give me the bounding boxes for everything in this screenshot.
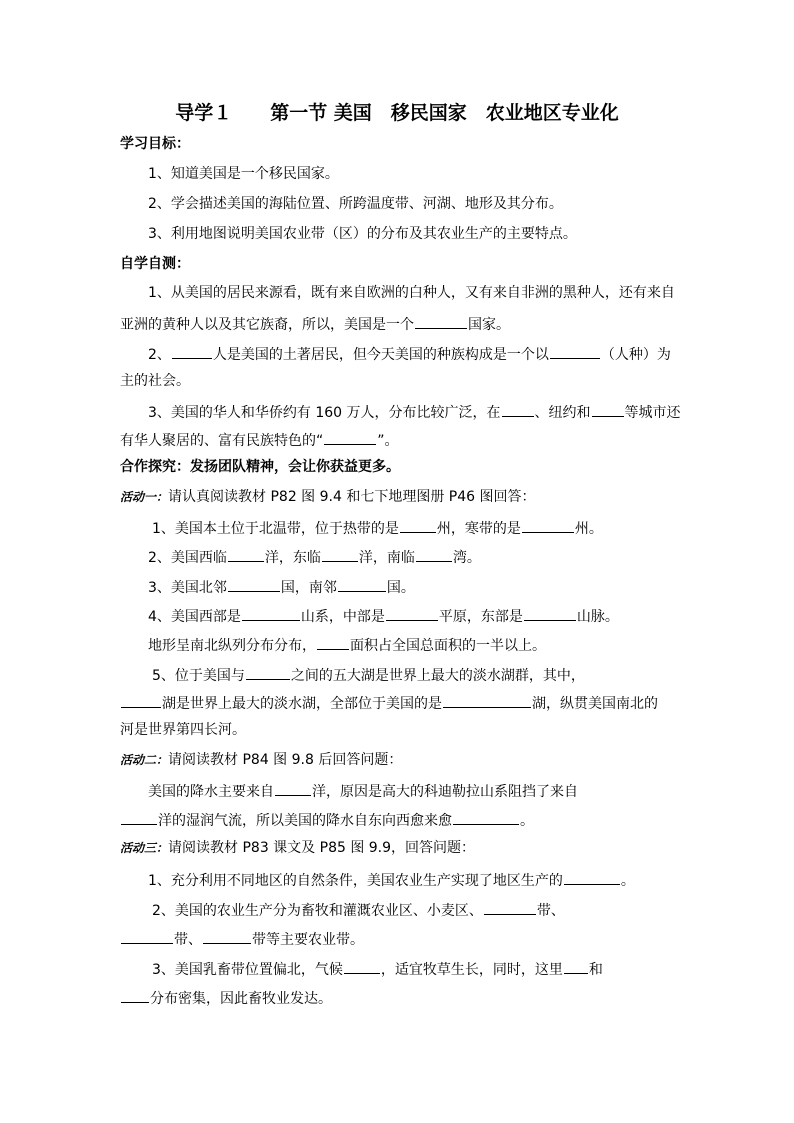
answer-blank[interactable] xyxy=(203,927,251,944)
answer-blank[interactable] xyxy=(228,545,264,562)
activity-2-label: 活动二： xyxy=(120,753,169,767)
text-fragment: 2、美国的农业生产分为畜牧和灌溉农业区、小麦区、 xyxy=(152,903,483,919)
activity-1-q5-line3: 河是世界第四长河。 xyxy=(120,722,246,738)
text-fragment: 。 xyxy=(620,873,635,889)
text-fragment: 等城市还 xyxy=(624,405,681,421)
answer-blank[interactable] xyxy=(172,342,212,359)
text-fragment: （人种）为 xyxy=(600,347,671,363)
answer-blank[interactable] xyxy=(416,545,452,562)
text-fragment: 2、 xyxy=(148,347,171,363)
text-fragment: 美国的降水主要来自 xyxy=(148,784,274,800)
answer-blank[interactable] xyxy=(275,779,311,796)
activity-3-q1 xyxy=(0,868,794,891)
activity-1-q5-line2 xyxy=(0,691,794,714)
text-fragment: 湖，纵贯美国南北的 xyxy=(532,696,658,712)
text-fragment: 山系，中部是 xyxy=(300,609,385,625)
activity-1-label: 活动一： xyxy=(120,490,169,504)
text-fragment: 之间的五大湖是世界上最大的淡水湖群，其中， xyxy=(290,668,585,684)
activity-2-line2 xyxy=(0,808,794,831)
text-fragment: 带、 xyxy=(174,932,202,948)
activity-2-line1 xyxy=(0,779,794,802)
answer-blank[interactable] xyxy=(400,516,436,533)
answer-blank[interactable] xyxy=(228,575,280,592)
answer-blank[interactable] xyxy=(242,604,300,621)
text-fragment: 湾。 xyxy=(452,550,481,566)
text-fragment: 洋，原因是高大的科迪勒拉山系阻挡了来自 xyxy=(312,784,578,800)
text-fragment: 面积占全国总面积的一半以上。 xyxy=(350,638,546,654)
text-fragment: 带、 xyxy=(536,903,565,919)
text-fragment: 3、美国乳畜带位置偏北，气候 xyxy=(152,962,343,978)
answer-blank[interactable] xyxy=(502,400,534,417)
text-fragment: 5、位于美国与 xyxy=(152,668,245,684)
text-fragment: 州，寒带的是 xyxy=(436,521,521,537)
answer-blank[interactable] xyxy=(484,898,536,915)
text-fragment: 山脉。 xyxy=(576,609,619,625)
answer-blank[interactable] xyxy=(121,986,149,1003)
text-fragment: 2、美国西临 xyxy=(148,550,227,566)
activity-1-intro xyxy=(0,487,794,507)
self-test-q2-line2: 主的社会。 xyxy=(120,373,190,389)
answer-blank[interactable] xyxy=(324,428,376,445)
answer-blank[interactable] xyxy=(338,575,386,592)
activity-1-q1 xyxy=(0,516,794,539)
activity-3-q3-line1 xyxy=(0,957,794,980)
answer-blank[interactable] xyxy=(443,691,531,708)
text-fragment: 分布密集，因此畜牧业发达。 xyxy=(150,991,332,1007)
activity-3-q2-line1 xyxy=(0,898,794,921)
text-fragment: 国。 xyxy=(386,580,415,596)
answer-blank[interactable] xyxy=(564,957,588,974)
text-fragment: 洋，东临 xyxy=(264,550,321,566)
answer-blank[interactable] xyxy=(121,927,173,944)
activity-3-q2-line2 xyxy=(0,927,794,950)
activity-3-label: 活动三： xyxy=(120,841,169,855)
self-test-q1-line2 xyxy=(0,312,794,335)
section-heading-objectives: 学习目标： xyxy=(120,136,190,152)
answer-blank[interactable] xyxy=(415,312,467,329)
text-fragment: 平原，东部是 xyxy=(438,609,523,625)
objective-1: 1、知道美国是一个移民国家。 xyxy=(148,166,339,182)
text-fragment: 人是美国的土著居民，但今天美国的种族构成是一个以 xyxy=(212,347,549,363)
activity-1-q2 xyxy=(0,545,794,568)
text-fragment: 请阅读教材 P83 课文及 P85 图 9.9，回答问题： xyxy=(168,840,476,856)
answer-blank[interactable] xyxy=(564,868,620,885)
self-test-q1-line1: 1、从美国的居民来源看，既有来自欧洲的白种人，又有来自非洲的黑种人，还有来自 xyxy=(148,285,675,301)
objective-2: 2、学会描述美国的海陆位置、所跨温度带、河湖、地形及其分布。 xyxy=(148,196,563,212)
text-fragment: 请认真阅读教材 P82 图 9.4 和七下地理图册 P46 图回答： xyxy=(168,489,536,505)
answer-blank[interactable] xyxy=(344,957,380,974)
text-fragment: 1、美国本土位于北温带，位于热带的是 xyxy=(152,521,399,537)
answer-blank[interactable] xyxy=(317,633,349,650)
text-fragment: 州。 xyxy=(574,521,603,537)
activity-3-intro xyxy=(0,838,794,858)
objective-3: 3、利用地图说明美国农业带（区）的分布及其农业生产的主要特点。 xyxy=(148,226,577,242)
text-fragment: 带等主要农业带。 xyxy=(252,932,364,948)
answer-blank[interactable] xyxy=(386,604,438,621)
answer-blank[interactable] xyxy=(524,604,576,621)
text-fragment: 1、充分利用不同地区的自然条件，美国农业生产实现了地区生产的 xyxy=(148,873,563,889)
text-fragment: ，适宜牧草生长，同时，这里 xyxy=(380,962,563,978)
text-fragment: 4、美国西部是 xyxy=(148,609,241,625)
text-fragment: 国家。 xyxy=(468,317,510,333)
text-fragment: 。 xyxy=(520,813,534,829)
activity-1-q4-line2 xyxy=(0,633,794,656)
activity-2-intro xyxy=(0,750,794,770)
page-title: 导学１ 第一节 美国 移民国家 农业地区专业化 xyxy=(175,102,619,124)
text-fragment: 、纽约和 xyxy=(534,405,591,421)
text-fragment: 和 xyxy=(588,962,603,978)
section-heading-self-test: 自学自测： xyxy=(120,256,190,272)
activity-3-q3-line2 xyxy=(0,986,794,1009)
text-fragment: 亚洲的黄种人以及其它族裔，所以，美国是一个 xyxy=(120,317,414,333)
text-fragment: 国，南邻 xyxy=(280,580,337,596)
activity-1-q4 xyxy=(0,604,794,627)
text-fragment: 湖是世界上最大的淡水湖，全部位于美国的是 xyxy=(162,696,442,712)
activity-1-q5-line1 xyxy=(0,663,794,686)
text-fragment: 有华人聚居的、富有民族特色的“ xyxy=(120,433,324,449)
answer-blank[interactable] xyxy=(550,342,600,359)
self-test-q3-line2 xyxy=(0,428,794,451)
text-fragment: 洋的湿润气流，所以美国的降水自东向西愈来愈 xyxy=(158,813,452,829)
section-heading-cooperation: 合作探究：发扬团队精神，会让你获益更多。 xyxy=(120,459,400,475)
activity-1-q3 xyxy=(0,575,794,598)
text-fragment: 3、美国的华人和华侨约有 160 万人，分布比较广泛，在 xyxy=(148,405,501,421)
text-fragment: 请阅读教材 P84 图 9.8 后回答问题： xyxy=(168,752,403,768)
answer-blank[interactable] xyxy=(522,516,574,533)
self-test-q3-line1 xyxy=(0,400,794,423)
text-fragment: 洋，南临 xyxy=(358,550,415,566)
answer-blank[interactable] xyxy=(322,545,358,562)
text-fragment: ”。 xyxy=(377,433,399,449)
answer-blank[interactable] xyxy=(592,400,624,417)
answer-blank[interactable] xyxy=(246,663,290,680)
text-fragment: 3、美国北邻 xyxy=(148,580,227,596)
answer-blank[interactable] xyxy=(453,808,519,825)
answer-blank[interactable] xyxy=(121,808,157,825)
self-test-q2-line1 xyxy=(0,342,794,365)
answer-blank[interactable] xyxy=(121,691,161,708)
text-fragment: 地形呈南北纵列分布分布， xyxy=(148,638,316,654)
